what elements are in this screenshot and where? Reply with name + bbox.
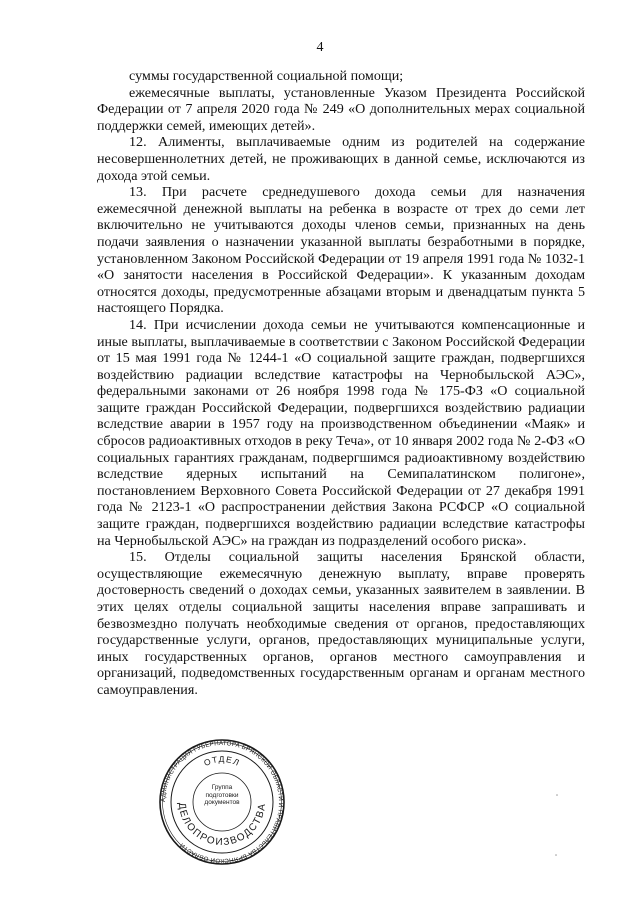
paragraph: 12. Алименты, выплачиваемые одним из родителей на содержание несовершеннолетних детей, не проживающих в данной семье, исключаются из дохода этой семьи. [97, 134, 585, 184]
stamp-center-line: подготовки [205, 791, 239, 799]
stamp-center-line: документов [204, 799, 240, 806]
stamp-outer-text: АДМИНИСТРАЦИЯ ГУБЕРНАТОРА БРЯНСКОЙ ОБЛАСТИ И ПРАВИТЕЛЬСТВА БРЯНСКОЙ ОБЛАСТИ [159, 739, 285, 865]
paragraph: 13. При расчете среднедушевого дохода семьи для назначения ежемесячной денежной выплаты на ребенка в возрасте от трех до семи лет включительно не учитываются доходы членов семьи, признанных на день подачи заявления о назначении указанной выплаты безработными в порядке, установленном Законом Российской Федерации от 19 апреля 1991 года № 1032-1 «О занятости населения в Российской Федерации». К указанным доходам относятся доходы, предусмотренные абзацами вторым и двенадцатым пункта 5 настоящего Порядка. [97, 184, 585, 317]
stamp-center-line: Группа [211, 784, 233, 791]
paragraph: 15. Отделы социальной защиты населения Брянской области, осуществляющие ежемесячную денежную выплату, вправе проверять достоверность сведений о доходах семьи, указанных заявителем в заявлении. В этих целях отделы социальной защиты населения вправе запрашивать и безвозмездно получать необходимые сведения от органов, предоставляющих государственные услуги, органов, предоставляющих муниципальные услуги, иных государственных органов, органов местного самоуправления и организаций, подведомственных государственным органам и органам местного самоуправления. [97, 549, 585, 698]
paragraph: ежемесячные выплаты, установленные Указом Президента Российской Федерации от 7 апреля 2020 года № 249 «О дополнительных мерах социальной поддержки семей, имеющих детей». [97, 84, 585, 134]
stamp-top-text: ОТДЕЛ [202, 753, 242, 768]
page-number: 4 [316, 40, 324, 55]
paragraph: 14. При исчислении дохода семьи не учитываются компенсационные и иные выплаты, выплачиваемые в соответствии с Законом Российской Федерации от 15 мая 1991 года № 1244-1 «О социальной защите граждан, подвергшихся воздействию радиации вследствие катастрофы на Чернобыльской АЭС», федеральными законами от 26 ноября 1998 года № 175-ФЗ «О социальной защите граждан Российской Федерации, подвергшихся воздействию радиации вследствие аварии в 1957 году на производственном объединении «Маяк» и сбросов радиоактивных отходов в реку Теча», от 10 января 2002 года № 2-ФЗ «О социальных гарантиях гражданам, подвергшимся радиоактивному воздействию вследствие ядерных испытаний на Семипалатинском полигоне», постановлением Верховного Совета Российской Федерации от 27 декабря 1991 года № 2123-1 «О распространении действия Закона РСФСР «О социальной защите граждан, подвергшихся воздействию радиации вследствие катастрофы на Чернобыльской АЭС» на граждан из подразделений особого риска». [97, 316, 585, 549]
paragraph: суммы государственной социальной помощи; [129, 68, 404, 84]
stamp-ring-text: ДЕЛОПРОИЗВОДСТВА [175, 801, 269, 849]
